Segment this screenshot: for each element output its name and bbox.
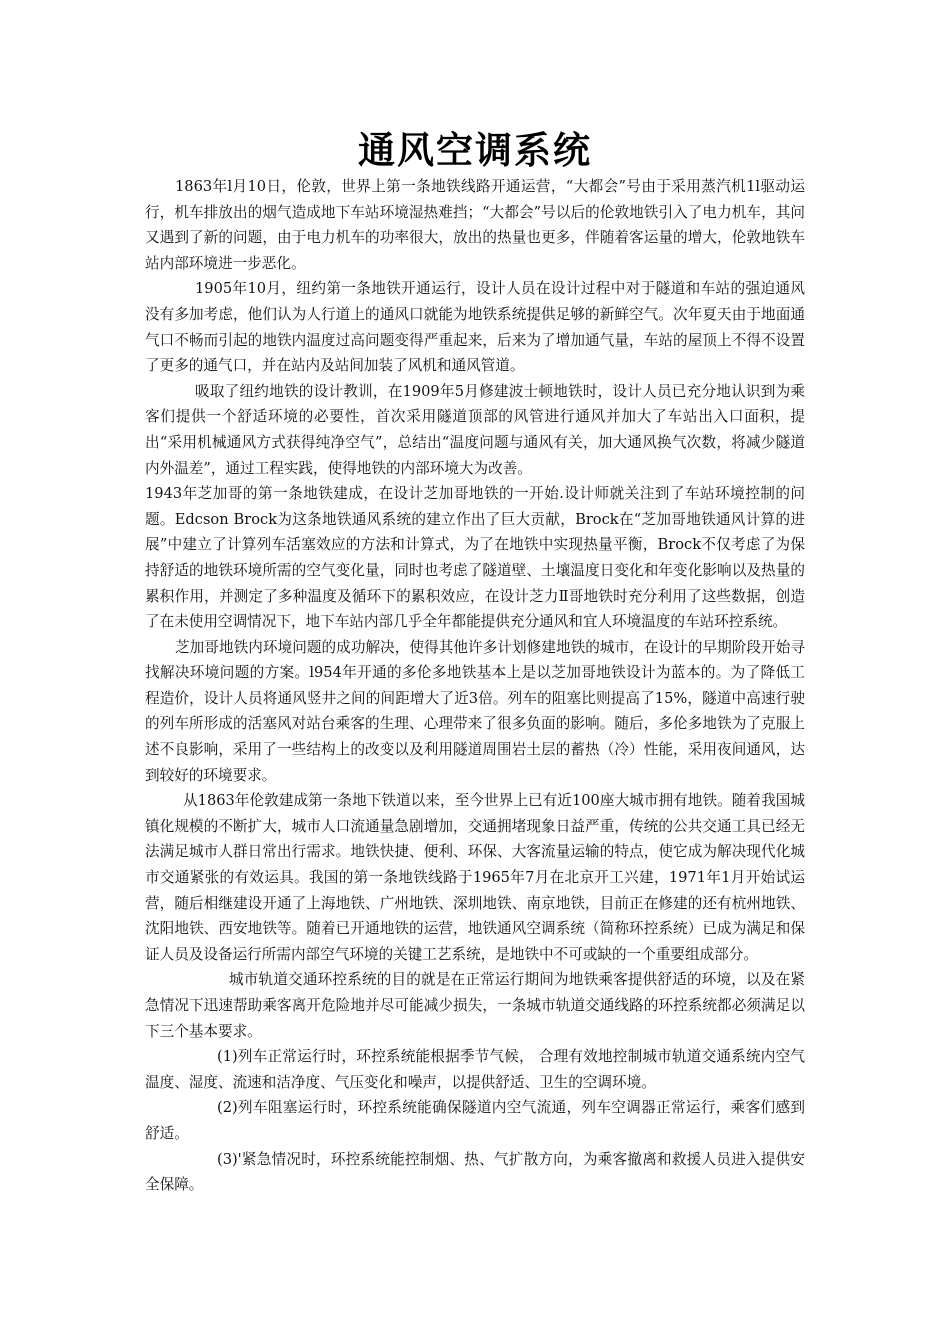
paragraph-chicago: 1943年芝加哥的第一条地铁建成，在设计芝加哥地铁的一开始.设计师就关注到了车站环境控制的问题。Edcson Brock为这条地铁通风系统的建立作出了巨大贡献，Brock在“芝加哥地铁通风计算的进展”中建立了计算列车活塞效应的方法和计算式，为了在地铁中实现热量平衡，Brock不仅考虑了为保持舒适的地铁环境所需的空气变化量，同时也考虑了隧道壁、土壤温度日变化和年变化影响以及热量的累积作用，并测定了多种温度及循环下的累积效应，在设计芝力Ⅱ哥地铁时充分利用了这些数据，创造了在未使用空调情况下，地下车站内部几乎全年都能提供充分通风和宜人环境温度的车站环控系统。 xyxy=(145,485,805,631)
paragraph-toronto: 芝加哥地铁内环境问题的成功解决，使得其他许多计划修建地铁的城市，在设计的早期阶段开始寻找解决环境问题的方案。l954年开通的多伦多地铁基本上是以芝加哥地铁设计为蓝本的。为了降低工程造价，设计人员将通风竖井之间的间距增大了近3倍。列车的阻塞比则提高了15%，隧道中高速行驶的列车所形成的活塞风对站台乘客的生理、心理带来了很多负面的影响。随后，多伦多地铁为了克服上述不良影响，采用了一些结构上的改变以及利用隧道周围岩土层的蓄热（冷）性能，采用夜间通风，达到较好的环境要求。 xyxy=(145,638,805,784)
paragraph-china-metro: 从1863年伦敦建成第一条地下铁道以来，至今世界上已有近100座大城市拥有地铁。随着我国城镇化规模的不断扩大，城市人口流通量急剧增加，交通拥堵现象日益严重，传统的公共交通工具已经无法满足城市人群日常出行需求。地铁快捷、便利、环保、大客流量运输的特点，使它成为解决现代化城市交通紧张的有效运具。我国的第一条地铁线路于1965年7月在北京开工兴建，1971年1月开始试运营，随后相继建设开通了上海地铁、广州地铁、深圳地铁、南京地铁，目前正在修建的还有杭州地铁、沈阳地铁、西安地铁等。随着已开通地铁的运营，地铁通风空调系统（简称环控系统）已成为满足和保证人员及设备运行所需内部空气环境的关键工艺系统，是地铁中不可或缺的一个重要组成部分。 xyxy=(145,792,805,963)
paragraph-boston: 吸取了纽约地铁的设计教训，在1909年5月修建波士顿地铁时，设计人员已充分地认识到为乘客们提供一个舒适环境的必要性，首次采用隧道顶部的风管进行通风并加大了车站出入口面积，提出“采用机械通风方式获得纯净空气”，总结出“温度问题与通风有关，加大通风换气次数，将减少隧道内外温差”，通过工程实践，使得地铁的内部环境大为改善。 xyxy=(145,382,805,477)
paragraph-london: 1863年l月10日，伦敦，世界上第一条地铁线路开通运营，“大都会”号由于采用蒸汽机1l驱动运行，机车排放出的烟气造成地下车站环境湿热难挡；“大都会”号以后的伦敦地铁引入了电力机车，其问又遇到了新的问题，由于电力机车的功率很大，放出的热量也更多，伴随着客运量的增大，伦敦地铁车站内部环境进一步恶化。 xyxy=(145,178,805,272)
requirement-item-3: (3)'紧急情况时，环控系统能控制烟、热、气扩散方向，为乘客撤离和救援人员进入提供安全保障。 xyxy=(145,1150,805,1194)
requirement-item-2: (2)列车阻塞运行时，环控系统能确保隧道内空气流通，列车空调器正常运行，乘客们感到舒适。 xyxy=(145,1099,805,1142)
document-body xyxy=(145,174,805,1198)
requirement-item-1: (1)列车正常运行时，环控系统能根据季节气候， 合理有效地控制城市轨道交通系统内空气温度、湿度、流速和洁净度、气压变化和噪声，以提供舒适、卫生的空调环境。 xyxy=(145,1048,805,1091)
paragraph-new-york: 1905年10月，纽约第一条地铁开通运行，设计人员在设计过程中对于隧道和车站的强迫通风没有多加考虑，他们认为人行道上的通风口就能为地铁系统提供足够的新鲜空气。次年夏天由于地面通气口不畅而引起的地铁内温度过高问题变得严重起来，后来为了增加通气量，车站的屋顶上不得不设置了更多的通气口，并在站内及站间加装了风机和通风管道。 xyxy=(145,280,805,375)
document-title: 通风空调系统 xyxy=(358,129,592,172)
paragraph-requirements-intro: 城市轨道交通环控系统的目的就是在正常运行期间为地铁乘客提供舒适的环境，以及在紧急情况下迅速帮助乘客离开危险地并尽可能减少损失，一条城市轨道交通线路的环控系统都必须满足以下三个基本要求。 xyxy=(145,971,805,1040)
